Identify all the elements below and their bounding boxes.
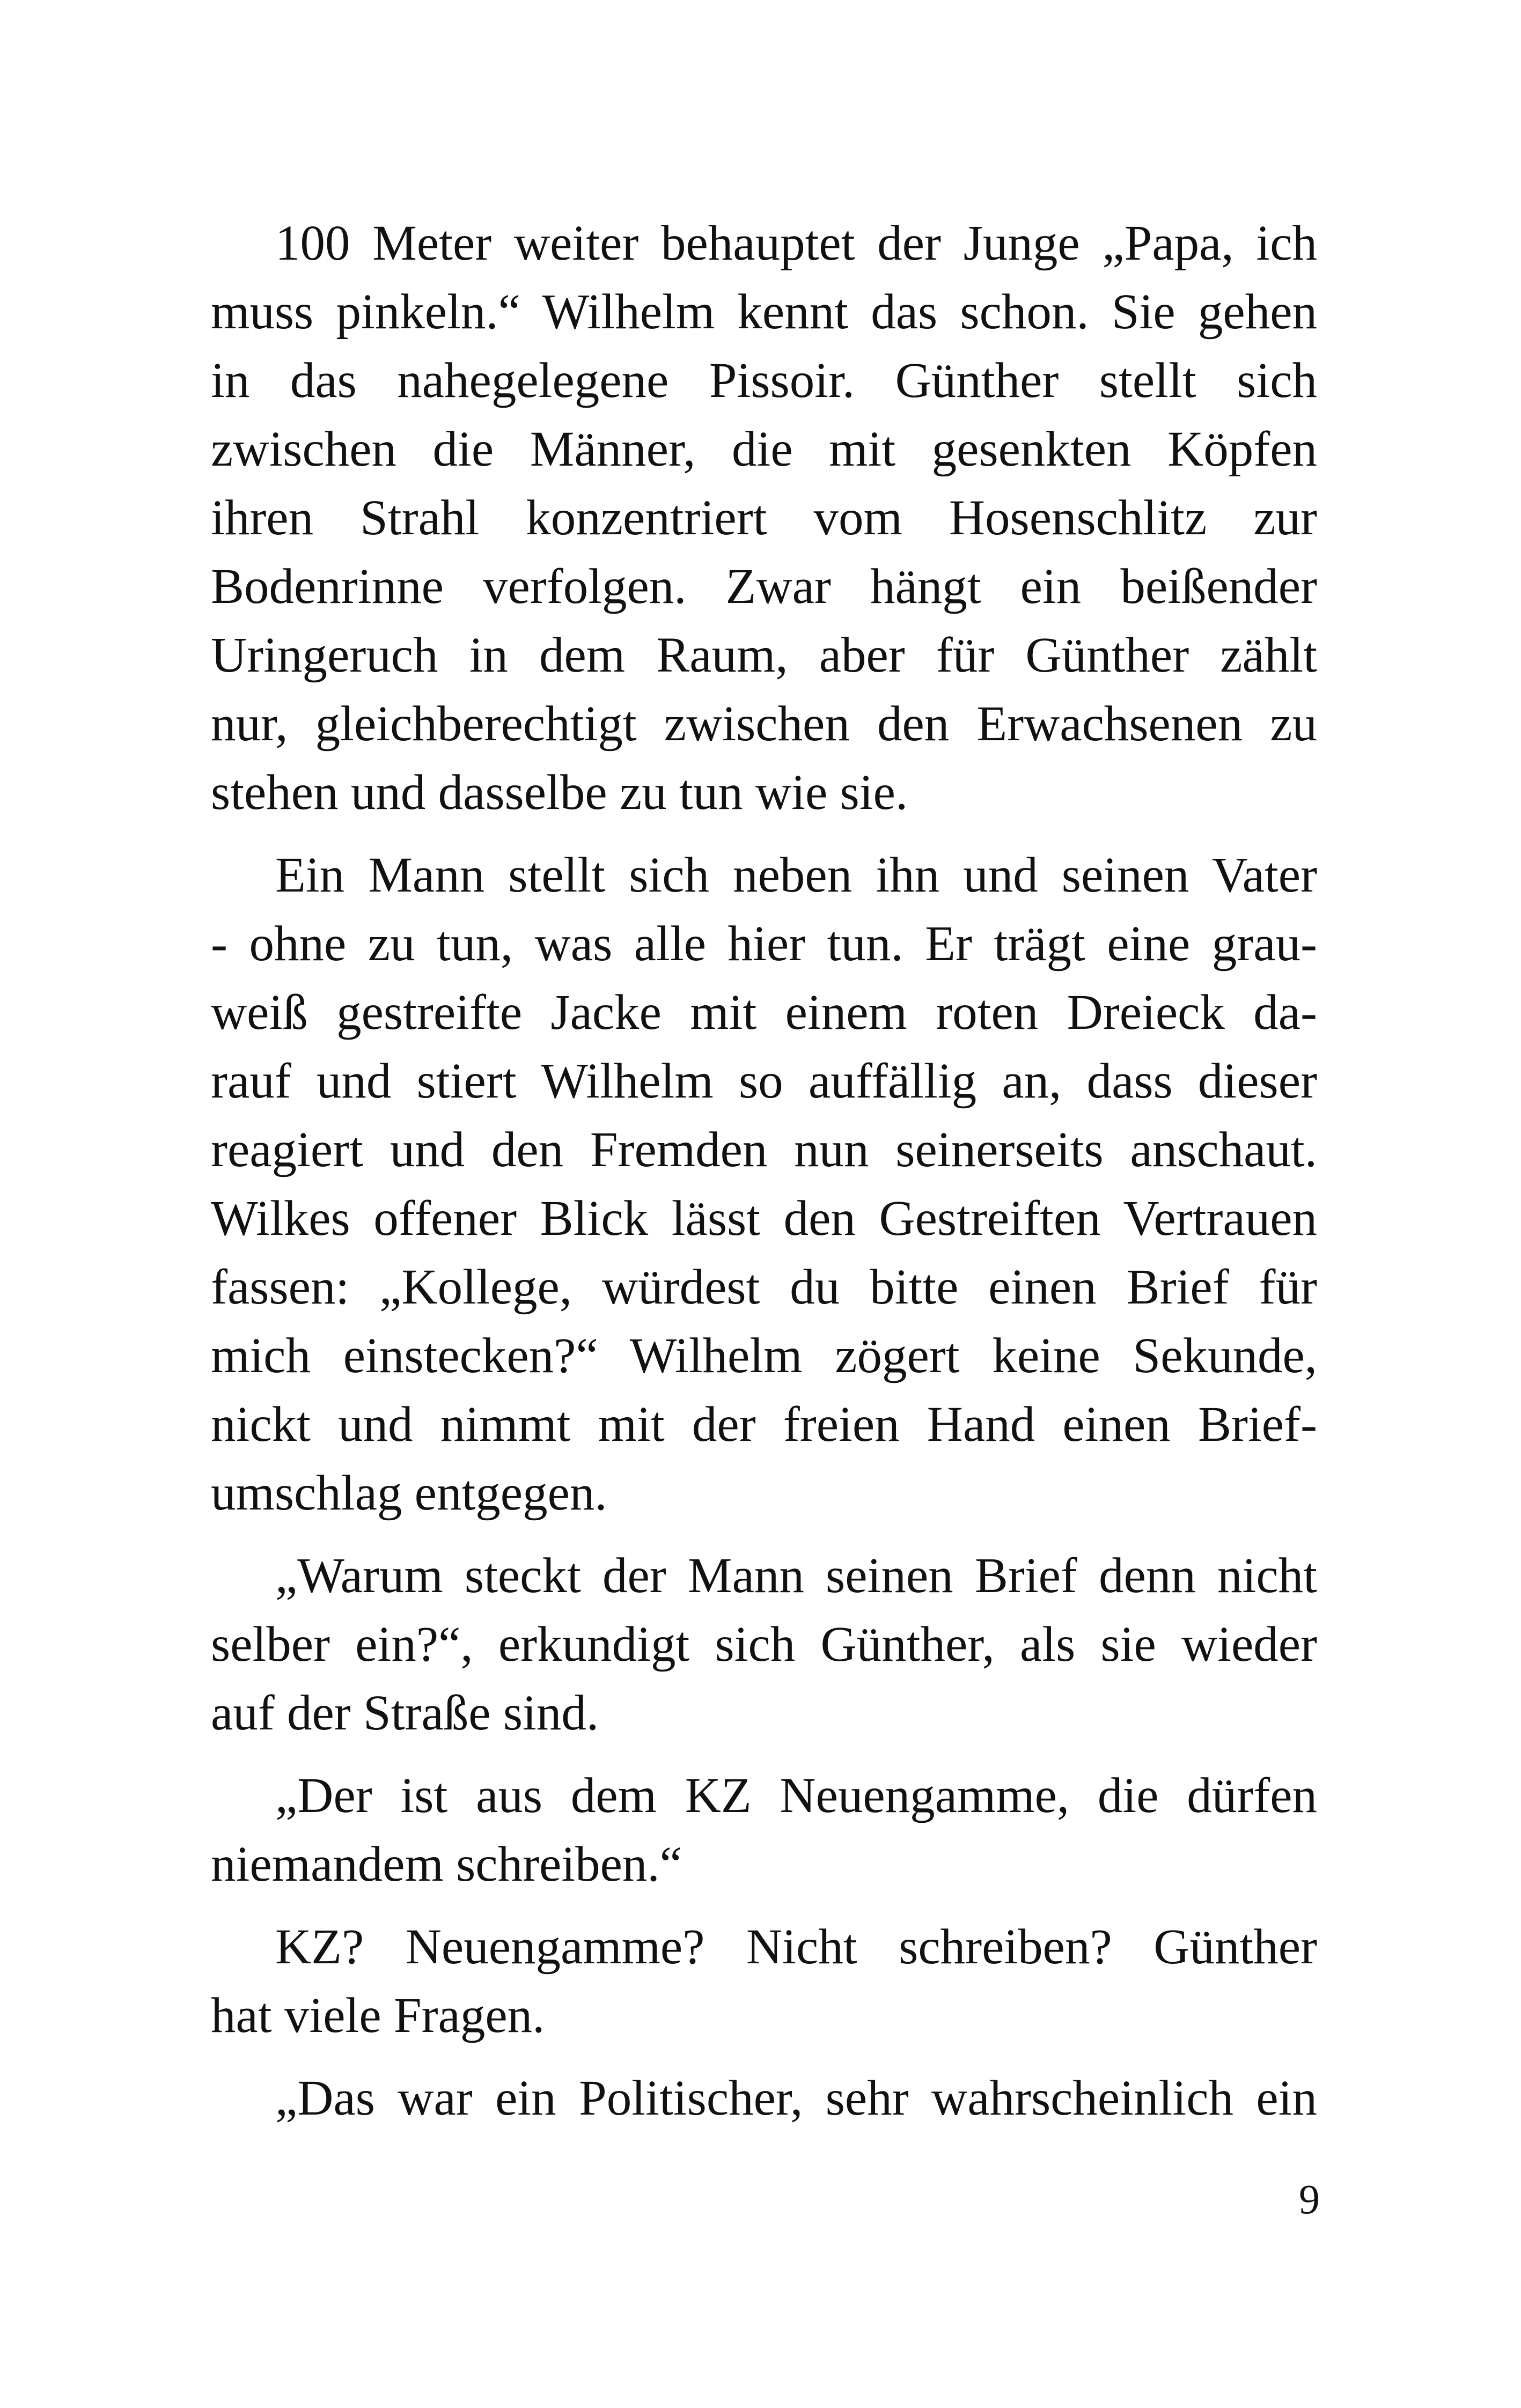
paragraph-1 (211, 209, 1317, 827)
text-line: fassen: „Kollege, würdest du bitte einen Brief für (211, 1260, 1317, 1315)
text-line: Wilkes offener Blick lässt den Gestreiften Vertrauen (211, 1191, 1317, 1246)
text-line: „Der ist aus dem KZ Neuengamme, die dürfen (275, 1768, 1317, 1823)
text-line: „Warum steckt der Mann seinen Brief denn nicht (275, 1548, 1317, 1603)
paragraph-spacer (211, 1748, 1317, 1762)
text-line: Uringeruch in dem Raum, aber für Günther zählt (211, 628, 1317, 683)
paragraph-spacer (211, 827, 1317, 841)
text-line: KZ? Neuengamme? Nicht schreiben? Günther (275, 1919, 1317, 1975)
text-line: weiß gestreifte Jacke mit einem roten Dreieck da- (211, 985, 1317, 1040)
text-line: auf der Straße sind. (211, 1685, 599, 1741)
text-line: stehen und dasselbe zu tun wie sie. (211, 765, 908, 820)
paragraph-2 (211, 841, 1317, 1528)
text-line: niemandem schreiben.“ (211, 1837, 682, 1892)
paragraph-5 (211, 1913, 1317, 2050)
text-line: zwischen die Männer, die mit gesenkten Köpfen (211, 422, 1317, 477)
paragraph-spacer (211, 1899, 1317, 1913)
text-line: „Das war ein Politischer, sehr wahrscheinlich ein (275, 2071, 1317, 2126)
text-line: in das nahegelegene Pissoir. Günther stellt sich (211, 353, 1317, 408)
page-number: 9 (1299, 2176, 1320, 2222)
text-line: ihren Strahl konzentriert vom Hosenschlitz zur (211, 490, 1317, 546)
paragraph-spacer (211, 2050, 1317, 2064)
text-line: Bodenrinne verfolgen. Zwar hängt ein beißender (211, 559, 1317, 614)
body-text (211, 209, 1317, 2133)
text-line: rauf und stiert Wilhelm so auffällig an, dass dieser (211, 1054, 1317, 1109)
text-line: umschlag entgegen. (211, 1466, 607, 1521)
text-line: Ein Mann stellt sich neben ihn und seinen Vater (275, 848, 1317, 903)
text-line: muss pinkeln.“ Wilhelm kennt das schon. Sie gehen (211, 284, 1317, 340)
text-line: mich einstecken?“ Wilhelm zögert keine Sekunde, (211, 1328, 1317, 1383)
paragraph-6 (211, 2064, 1317, 2133)
text-line: hat viele Fragen. (211, 1988, 545, 2043)
paragraph-spacer (211, 1528, 1317, 1542)
text-line: selber ein?“, erkundigt sich Günther, als sie wieder (211, 1617, 1317, 1672)
text-line: - ohne zu tun, was alle hier tun. Er trägt eine grau- (211, 916, 1317, 971)
text-line: reagiert und den Fremden nun seinerseits anschaut. (211, 1122, 1317, 1177)
text-line: nickt und nimmt mit der freien Hand einen Brief- (211, 1397, 1317, 1452)
text-line: 100 Meter weiter behauptet der Junge „Papa, ich (275, 216, 1317, 271)
text-line: nur, gleichberechtigt zwischen den Erwachsenen zu (211, 696, 1317, 752)
paragraph-3 (211, 1542, 1317, 1748)
paragraph-4 (211, 1762, 1317, 1899)
